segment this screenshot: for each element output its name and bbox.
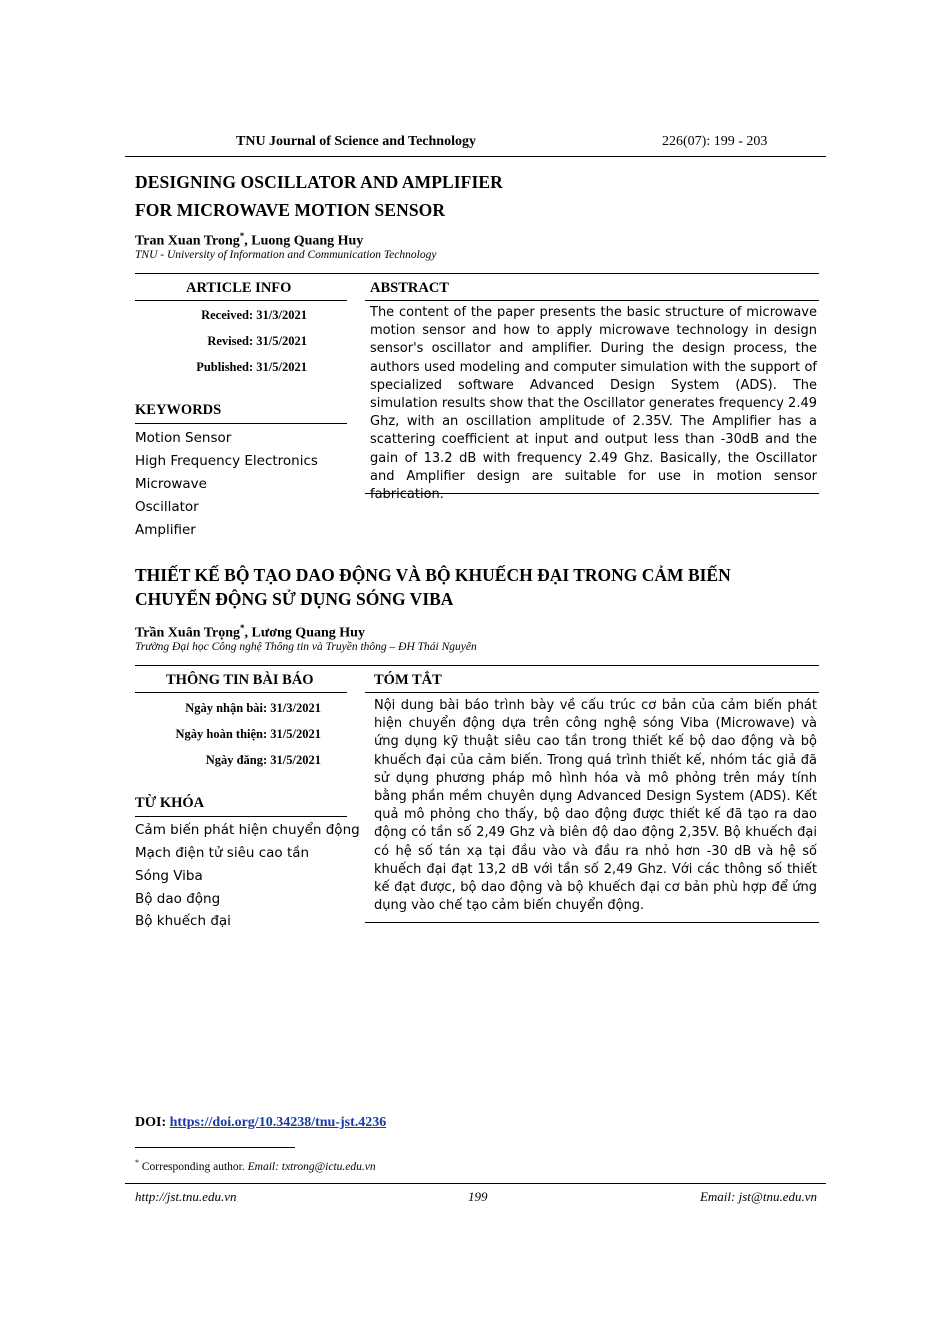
vietnamese-received-date: Ngày nhận bài: 31/3/2021 (185, 701, 321, 715)
english-table-top-rule (135, 273, 819, 274)
keyword-item: Oscillator (135, 499, 199, 515)
english-abstract-text: The content of the paper presents the basic structure of microwave motion sensor and how to apply microwave technology in design sensor's oscillator and amplifier. During the design process, the authors used modeling and computer simulation with the support of specialized software Advanced Design System (ADS). The simulation results show that the Oscillator generates frequency 2.49 Ghz, with an oscillation amplitude of 2.35V. The Amplifier has a scattering coefficient at input and output less than -30dB and the gain of 13.2 dB with frequency 2.49 Ghz. Basically, the Oscillator and Amplifier design are suitable for use in motion sensor fabrication. (370, 305, 817, 503)
vietnamese-keyword-item: Cảm biến phát hiện chuyển động (135, 822, 360, 838)
vietnamese-keywords-rule (135, 816, 347, 817)
article-info-heading: ARTICLE INFO (186, 280, 292, 296)
vietnamese-keyword-item: Bộ dao động (135, 891, 221, 907)
vietnamese-keywords-heading: TỪ KHÓA (135, 795, 205, 811)
vietnamese-authors (135, 623, 365, 642)
journal-name: TNU Journal of Science and Technology (236, 134, 476, 149)
footnote-rule (135, 1147, 295, 1148)
vietnamese-abstract-text: Nội dung bài báo trình bày về cấu trúc cơ bản của cảm biến phát hiện chuyển động dựa trên công nghệ sóng Viba (Microwave) và ứng dụng kỹ thuật siêu cao tần trong thiết kế bộ dao động và bộ khuếch đại của cảm biến. Trong quá trình thiết kế, nhóm tác giả đã sử dụng phương pháp mô hình hóa và mô phỏng trên máy tính bằng phần mềm chuyên dụng Advanced Design System (ADS). Kết quả mô phỏng cho thấy, bộ dao động được thiết kế đã tạo ra dao động có tần số 2,49 Ghz và biên độ dao động 2,35V. Bộ khuếch đại có hệ số tán xạ tại đầu vào và đầu ra nhỏ hơn -30 dB và hệ số khuếch đại đạt 13,2 dB với tần số 2,49 Ghz. Với các thông số thiết kế đạt được, bộ dao động và bộ khuếch đại cơ bản phù hợp để ứng dụng vào chế tạo cảm biến chuyển động. (374, 698, 817, 914)
vietnamese-table-top-rule (135, 665, 819, 666)
vietnamese-keyword-item: Sóng Viba (135, 868, 203, 884)
doi-line (135, 1115, 386, 1131)
vietnamese-title (135, 563, 731, 611)
english-authors (135, 231, 363, 250)
published-date: Published: 31/5/2021 (196, 360, 307, 374)
volume-pages: 226(07): 199 - 203 (662, 134, 768, 149)
english-author-first: Tran Xuan Trong (135, 233, 240, 249)
keyword-item: Amplifier (135, 522, 196, 538)
vietnamese-abstract-heading: TÓM TẮT (374, 672, 442, 688)
keyword-item: Motion Sensor (135, 430, 232, 446)
received-date: Received: 31/3/2021 (201, 308, 307, 322)
footnote (135, 1158, 376, 1173)
footer-page-number: 199 (468, 1189, 488, 1204)
revised-date: Revised: 31/5/2021 (207, 334, 307, 348)
english-title (135, 168, 503, 224)
vietnamese-revised-date: Ngày hoàn thiện: 31/5/2021 (175, 727, 321, 741)
english-title-line-1: DESIGNING OSCILLATOR AND AMPLIFIER (135, 172, 503, 192)
english-affiliation: TNU - University of Information and Communication Technology (135, 249, 437, 261)
corresponding-mark: * (240, 623, 245, 633)
english-title-line-2: FOR MICROWAVE MOTION SENSOR (135, 200, 446, 220)
doi-label: DOI: (135, 1115, 170, 1130)
keywords-rule (135, 423, 347, 424)
header-rule (125, 156, 826, 157)
keyword-item: High Frequency Electronics (135, 453, 318, 469)
corresponding-mark: * (239, 231, 245, 241)
vietnamese-keyword-item: Bộ khuếch đại (135, 913, 231, 929)
footnote-mark: * (135, 1158, 139, 1167)
keyword-item: Microwave (135, 476, 207, 492)
footer-email[interactable]: Email: jst@tnu.edu.vn (699, 1189, 817, 1204)
footnote-email: Email: txtrong@ictu.edu.vn (247, 1160, 376, 1173)
vietnamese-abstract-rule (365, 692, 819, 693)
vietnamese-article-info-heading: THÔNG TIN BÀI BÁO (166, 672, 314, 688)
vietnamese-author-rest: , Lương Quang Huy (244, 625, 365, 641)
vietnamese-title-line-1: THIẾT KẾ BỘ TẠO DAO ĐỘNG VÀ BỘ KHUẾCH ĐẠI TRONG CẢM BIẾN (135, 565, 731, 585)
abstract-rule (365, 300, 819, 301)
vietnamese-abstract-bottom-rule (365, 922, 819, 923)
vietnamese-author-first: Trần Xuân Trọng (135, 625, 241, 641)
footnote-text: Corresponding author. (139, 1160, 248, 1173)
vietnamese-affiliation: Trường Đại học Công nghệ Thông tin và Truyền thông – ĐH Thái Nguyên (135, 641, 477, 653)
doi-link[interactable]: https://doi.org/10.34238/tnu-jst.4236 (169, 1115, 387, 1130)
english-author-rest: , Luong Quang Huy (244, 233, 364, 249)
abstract-heading: ABSTRACT (370, 280, 449, 296)
vietnamese-info-rule (135, 692, 347, 693)
article-info-rule (135, 300, 347, 301)
footer-website[interactable]: http://jst.tnu.edu.vn (135, 1189, 237, 1204)
vietnamese-title-line-2: CHUYỂN ĐỘNG SỬ DỤNG SÓNG VIBA (135, 589, 454, 609)
keywords-heading: KEYWORDS (135, 402, 222, 418)
vietnamese-published-date: Ngày đăng: 31/5/2021 (205, 753, 321, 767)
vietnamese-keyword-item: Mạch điện tử siêu cao tần (135, 845, 310, 861)
footer-rule (125, 1183, 826, 1184)
